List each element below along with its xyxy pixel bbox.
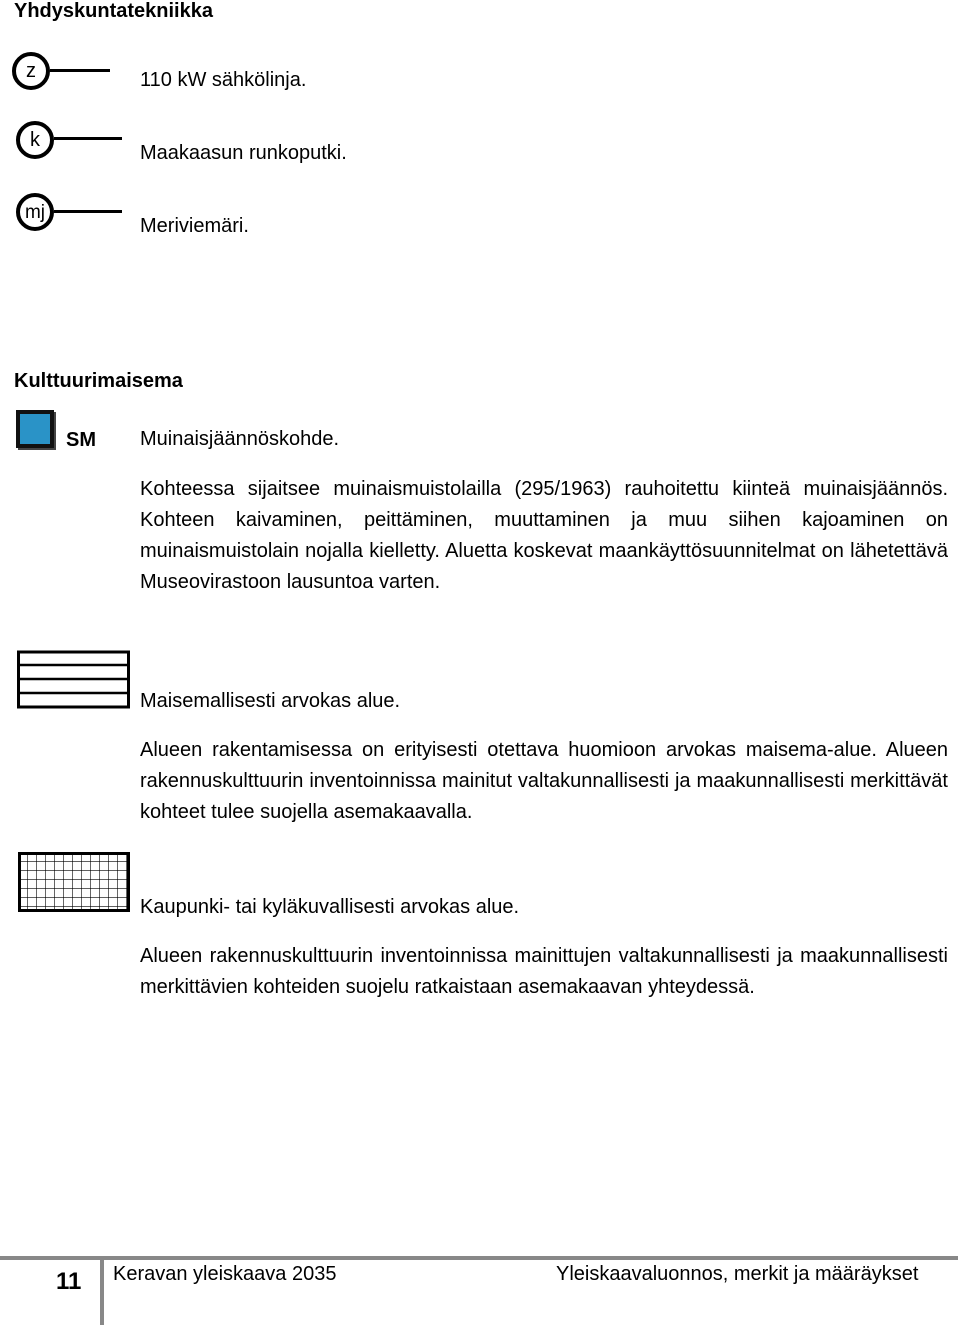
page-number: 11 [56, 1268, 82, 1295]
power-line-circle-icon: z [12, 52, 50, 90]
ancient-monument-description: Kohteessa sijaitsee muinaismuistolailla (295/1963) rauhoitettu kiinteä muinaisjäännös. Kohteen kaivaminen, peittäminen, muuttaminen ja muu siihen kajoaminen on muinaismuistolain nojalla kielletty. Aluetta koskevat maankäyttösuunnitelmat on lähetettävä Museovirastoon lausuntoa varten. [140, 478, 948, 593]
sea-sewer-label: Meriviemäri. [140, 215, 249, 237]
landscape-area-description: Alueen rakentamisessa on erityisesti otettava huomioon arvokas maisema-alue. Alueen rakennuskulttuurin inventoinnissa mainitut valtakunnallisesti ja maakunnallisesti merkittävät kohteet tulee suojella asemakaavalla. [140, 739, 948, 823]
section-heading-infrastructure: Yhdyskuntatekniikka [14, 0, 213, 22]
townscape-area-label: Kaupunki- tai kyläkuvallisesti arvokas alue. [140, 896, 520, 918]
gas-pipe-label: Maakaasun runkoputki. [140, 142, 347, 164]
townscape-area-grid-icon [18, 852, 130, 912]
landscape-area-label: Maisemallisesti arvokas alue. [140, 690, 401, 712]
footer-divider [100, 1256, 104, 1325]
ancient-monument-square-icon [16, 410, 54, 448]
landscape-area-hatch-icon [17, 650, 131, 710]
gas-pipe-circle-icon: k [16, 121, 54, 159]
sea-sewer-circle-icon: mj [16, 193, 54, 231]
sm-code: SM [66, 429, 96, 451]
footer-document-title: Keravan yleiskaava 2035 [113, 1263, 337, 1285]
ancient-monument-label: Muinaisjäännöskohde. [140, 428, 340, 450]
power-line-label: 110 kW sähkölinja. [140, 69, 307, 91]
section-heading-cultural-landscape: Kulttuurimaisema [14, 370, 183, 392]
townscape-area-description: Alueen rakennuskulttuurin inventoinnissa mainittujen valtakunnallisesti ja maakunnallisesti merkittävien kohteiden suojelu ratkaistaan asemakaavan yhteydessä. [140, 945, 948, 998]
footer-document-subtitle: Yleiskaavaluonnos, merkit ja määräykset [556, 1263, 919, 1285]
footer-rule [0, 1256, 958, 1260]
